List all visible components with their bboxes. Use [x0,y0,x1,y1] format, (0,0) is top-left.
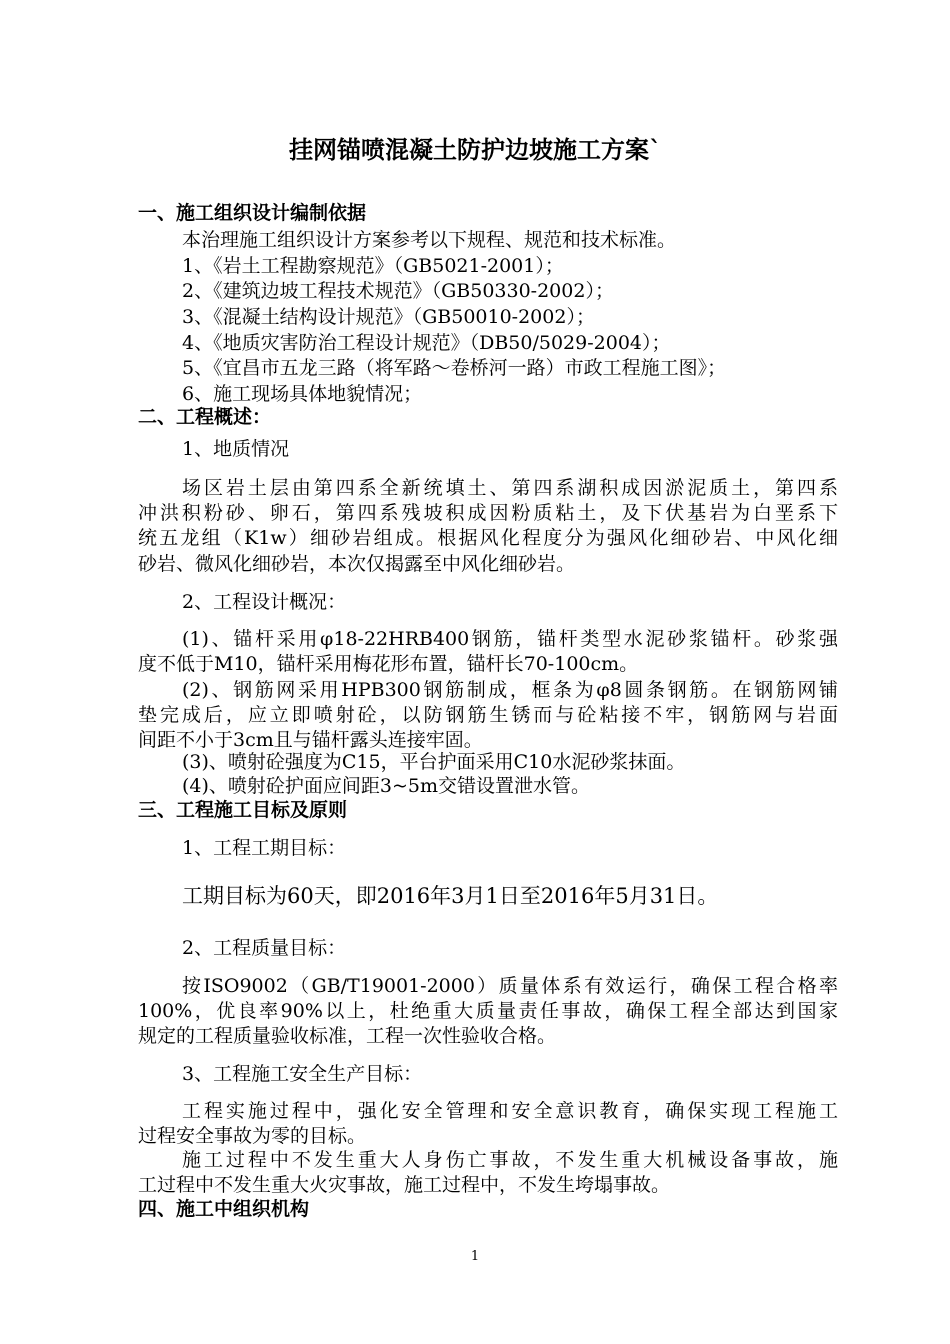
paragraph-line: 间距不小于3cm且与锚杆露头连接牢固。 [138,729,483,751]
list-item: 2、《建筑边坡工程技术规范》（GB50330-2002）； [182,280,614,302]
paragraph-line: 砂岩、微风化细砂岩，本次仅揭露至中风化细砂岩。 [138,553,576,575]
paragraph-line: 本治理施工组织设计方案参考以下规程、规范和技术标准。 [182,229,677,251]
paragraph-line: 工程实施过程中，强化安全管理和安全意识教育，确保实现工程施工 [182,1100,838,1122]
paragraph-line: (4)、喷射砼护面应间距3~5m交错设置泄水管。 [182,775,591,797]
paragraph-line: 场区岩土层由第四系全新统填土、第四系湖积成因淤泥质土，第四系 [182,477,838,499]
paragraph-line: (2)、钢筋网采用HPB300钢筋制成，框条为φ8圆条钢筋。在钢筋网铺 [182,679,838,701]
subheading: 1、工程工期目标： [182,837,347,859]
paragraph-line: 规定的工程质量验收标准，工程一次性验收合格。 [138,1025,557,1047]
list-item: 5、《宜昌市五龙三路（将军路～卷桥河一路）市政工程施工图》； [182,357,727,379]
paragraph-line: 冲洪积粉砂、卵石，第四系残坡积成因粉质粘土，及下伏基岩为白垩系下 [138,502,838,524]
paragraph-line: 度不低于M10，锚杆采用梅花形布置，锚杆长70-100cm。 [138,653,639,675]
subheading: 2、工程质量目标： [182,937,347,959]
paragraph-line: 垫完成后，应立即喷射砼，以防钢筋生锈而与砼粘接不牢，钢筋网与岩面 [138,704,838,726]
paragraph-line: 100%，优良率90%以上，杜绝重大质量责任事故，确保工程全部达到国家 [138,1000,838,1022]
section-heading-2: 二、工程概述： [138,406,272,428]
list-item: 3、《混凝土结构设计规范》（GB50010-2002）； [182,306,595,328]
section-heading-1: 一、施工组织设计编制依据 [138,202,367,224]
section-heading-3: 三、工程施工目标及原则 [138,799,348,821]
subheading: 3、工程施工安全生产目标： [182,1063,423,1085]
page-title: 挂网锚喷混凝土防护边坡施工方案` [289,135,661,164]
page-number: 1 [470,1249,480,1264]
paragraph-line: (3)、喷射砼强度为C15，平台护面采用C10水泥砂浆抹面。 [182,751,686,773]
list-item: 6、施工现场具体地貌情况； [182,383,423,405]
paragraph-line: 工过程中不发生重大火灾事故，施工过程中，不发生垮塌事故。 [138,1174,671,1196]
paragraph-line: 工期目标为60天，即2016年3月1日至2016年5月31日。 [182,884,719,908]
paragraph-line: 施工过程中不发生重大人身伤亡事故，不发生重大机械设备事故，施 [182,1149,838,1171]
list-item: 1、《岩土工程勘察规范》（GB5021-2001）； [182,255,564,277]
subheading: 2、工程设计概况： [182,591,347,613]
subheading: 1、地质情况 [182,438,290,460]
paragraph-line: 统五龙组（K1w）细砂岩组成。根据风化程度分为强风化细砂岩、中风化细 [138,527,838,549]
list-item: 4、《地质灾害防治工程设计规范》（DB50/5029-2004）； [182,332,671,354]
paragraph-line: (1)、锚杆采用φ18-22HRB400钢筋，锚杆类型水泥砂浆锚杆。砂浆强 [182,628,838,650]
paragraph-line: 按ISO9002（GB/T19001-2000）质量体系有效运行，确保工程合格率 [182,975,838,997]
paragraph-line: 过程安全事故为零的目标。 [138,1125,367,1147]
section-heading-4: 四、施工中组织机构 [138,1198,310,1220]
